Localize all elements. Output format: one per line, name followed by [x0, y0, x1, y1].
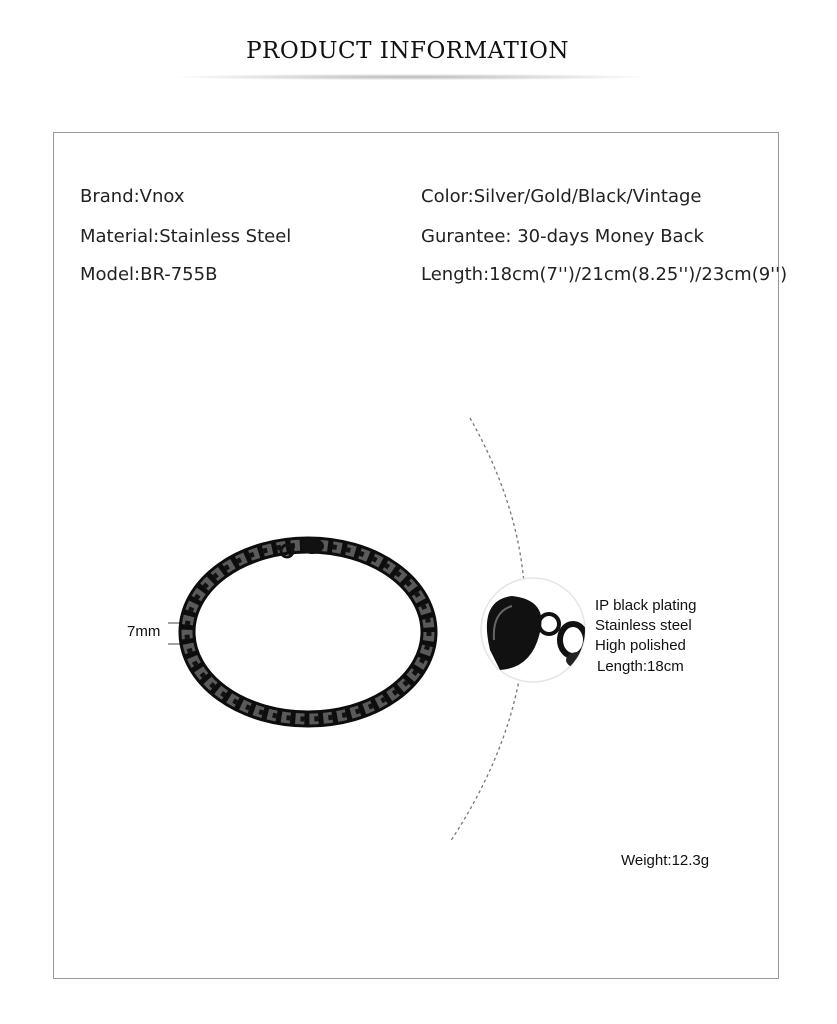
bracelet-chain [187, 545, 429, 719]
spec-material: Material:Stainless Steel [80, 226, 292, 247]
clasp-detail-length: Length:18cm [597, 658, 684, 675]
spec-color: Color:Silver/Gold/Black/Vintage [421, 186, 702, 207]
clasp-detail-material: Stainless steel [595, 617, 692, 634]
clasp-detail-finish: High polished [595, 637, 686, 654]
width-label: 7mm [127, 623, 161, 640]
clasp-zoom-circle [481, 578, 590, 682]
page-title: PRODUCT INFORMATION [246, 38, 569, 64]
spec-guarantee: Gurantee: 30-days Money Back [421, 226, 704, 247]
clasp-detail-plating: IP black plating [595, 597, 697, 614]
weight-label: Weight:12.3g [621, 852, 710, 869]
spec-model: Model:BR-755B [80, 264, 218, 285]
spec-brand: Brand:Vnox [80, 186, 185, 207]
spec-length: Length:18cm(7'')/21cm(8.25'')/23cm(9'') [421, 264, 788, 285]
